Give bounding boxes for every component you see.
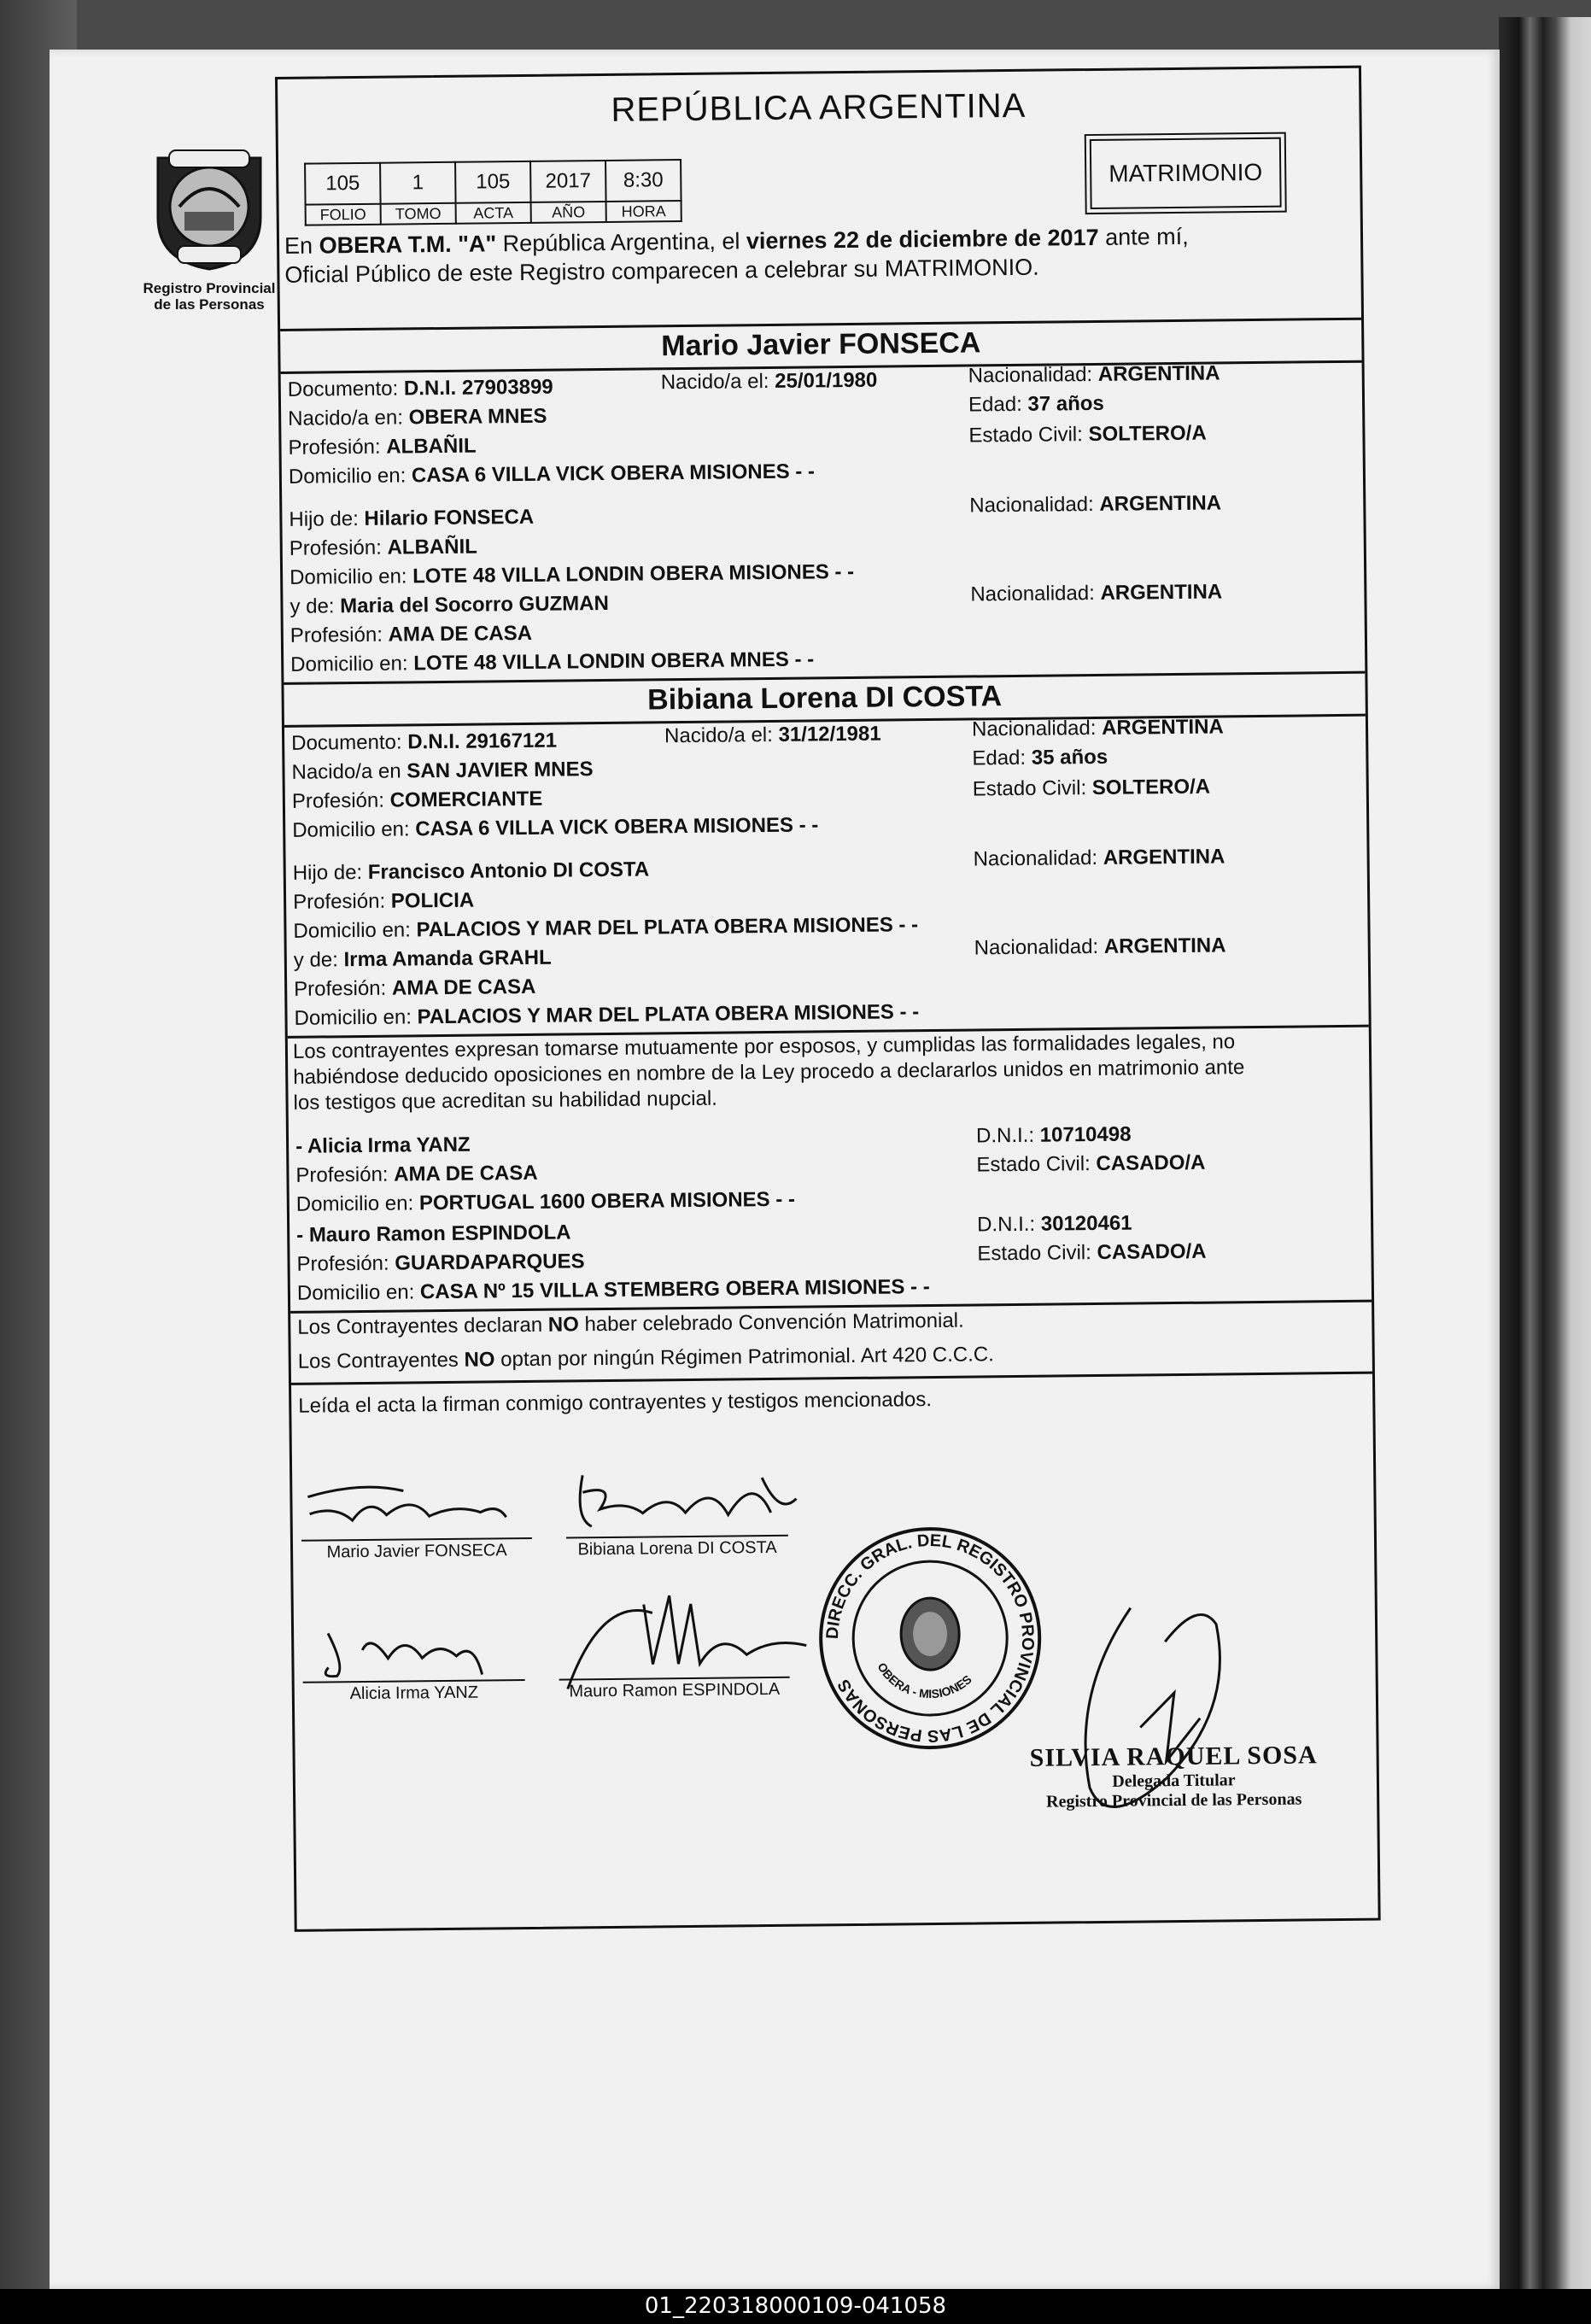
declaration-paragraph — [293, 1028, 1365, 1116]
stamp-inner-text: OBERA - MISIONES — [874, 1660, 974, 1701]
groom-mother-nationality: Nacionalidad: ARGENTINA — [970, 580, 1223, 606]
bride-document: Documento: D.N.I. 29167121 — [291, 729, 558, 755]
bride-father-address: Domicilio en: PALACIOS Y MAR DEL PLATA OBERA MISIONES - - — [293, 913, 919, 943]
intro-mid: República Argentina, el — [496, 228, 747, 257]
bride-signature-label: Bibiana Lorena DI COSTA — [566, 1535, 788, 1560]
acta-label: ACTA — [456, 202, 531, 224]
groom-address: Domicilio en: CASA 6 VILLA VICK OBERA MISIONES - - — [288, 460, 816, 489]
groom-father-profession: Profesión: ALBAÑIL — [289, 535, 477, 560]
groom-civil-status: Estado Civil: SOLTERO/A — [968, 421, 1207, 448]
intro-end: ante mí, — [1098, 223, 1189, 250]
witness-2-address: Domicilio en: CASA Nº 15 VILLA STEMBERG OBERA MISIONES - - — [296, 1275, 930, 1305]
logo-caption-1: Registro Provincial — [143, 280, 276, 296]
groom-signature-icon — [301, 1478, 524, 1540]
bride-civil-status: Estado Civil: SOLTERO/A — [972, 775, 1211, 801]
witness-2-name: - Mauro Ramon ESPINDOLA — [296, 1221, 571, 1247]
acta-value: 105 — [455, 161, 530, 203]
groom-birth-date: Nacido/a el: 25/01/1980 — [660, 368, 878, 395]
groom-mother: y de: Maria del Socorro GUZMAN — [290, 591, 610, 618]
hour-value: 8:30 — [605, 160, 681, 202]
tomo-value: 1 — [380, 162, 455, 204]
official-name: SILVIA RAQUEL SOSA — [1029, 1741, 1318, 1772]
witness-2-profession: Profesión: GUARDAPARQUES — [296, 1250, 585, 1276]
bride-mother: y de: Irma Amanda GRAHL — [293, 945, 552, 972]
stamp-ring-text: DIRECC. GRAL. DEL REGISTRO PROVINCIAL DE LAS PERSONAS — [822, 1531, 1038, 1746]
country-title: REPÚBLICA ARGENTINA — [611, 86, 1027, 129]
official-block — [1029, 1741, 1318, 1812]
groom-mother-address: Domicilio en: LOTE 48 VILLA LONDIN OBERA MNES - - — [290, 647, 815, 676]
groom-birth-place: Nacido/a en: OBERA MNES — [288, 404, 547, 430]
image-filename: 01_220318000109-041058 — [0, 2289, 1591, 2324]
witness-1-dni: D.N.I.: 10710498 — [975, 1122, 1132, 1148]
witness-2-civil-status: Estado Civil: CASADO/A — [977, 1239, 1207, 1266]
witness-1-name: - Alicia Irma YANZ — [295, 1133, 471, 1158]
intro-paragraph — [284, 220, 1356, 290]
groom-profession: Profesión: ALBAÑIL — [288, 434, 477, 460]
folio-value: 105 — [305, 163, 380, 205]
bride-mother-nationality: Nacionalidad: ARGENTINA — [974, 934, 1226, 960]
witness-1-signature-icon — [311, 1614, 500, 1684]
groom-father: Hijo de: Hilario FONSECA — [289, 505, 535, 531]
regime-statement: Los Contrayentes NO optan por ningún Régimen Patrimonial. Art 420 C.C.C. — [297, 1343, 994, 1373]
year-label: AÑO — [531, 202, 606, 223]
bride-address: Domicilio en: CASA 6 VILLA VICK OBERA MISIONES - - — [292, 813, 819, 842]
bride-father-nationality: Nacionalidad: ARGENTINA — [973, 845, 1225, 871]
province-seal-icon — [145, 145, 273, 273]
bride-signature-icon — [565, 1465, 805, 1536]
hour-label: HORA — [606, 201, 681, 222]
tomo-label: TOMO — [381, 203, 456, 225]
intro-date: viernes 22 de diciembre de 2017 — [746, 224, 1099, 255]
closing-statement: Leída el acta la firman conmigo contrayentes y testigos mencionados. — [298, 1388, 933, 1418]
groom-name-title: Mario Javier FONSECA — [661, 326, 981, 363]
bride-profession: Profesión: COMERCIANTE — [291, 787, 543, 813]
groom-mother-profession: Profesión: AMA DE CASA — [290, 621, 533, 647]
bride-father-profession: Profesión: POLICIA — [292, 888, 475, 914]
bride-father: Hijo de: Francisco Antonio DI COSTA — [292, 858, 650, 885]
witness-1-address: Domicilio en: PORTUGAL 1600 OBERA MISIONES - - — [295, 1187, 796, 1216]
convention-statement: Los Contrayentes declaran NO haber celebrado Convención Matrimonial. — [297, 1308, 964, 1339]
declaration-line-1: Los contrayentes expresan tomarse mutuamente por esposos, y cumplidas las formalidades legales, no — [292, 1030, 1236, 1063]
intro-en: En — [284, 232, 313, 259]
groom-age: Edad: 37 años — [968, 391, 1104, 417]
intro-line2: Oficial Público de este Registro comparecen a celebrar su MATRIMONIO. — [284, 254, 1039, 288]
witness-2-dni: D.N.I.: 30120461 — [976, 1211, 1132, 1237]
registry-stamp-icon — [814, 1522, 1047, 1755]
bride-birth-date: Nacido/a el: 31/12/1981 — [664, 722, 881, 748]
groom-document: Documento: D.N.I. 27903899 — [287, 375, 553, 401]
groom-father-address: Domicilio en: LOTE 48 VILLA LONDIN OBERA MISIONES - - — [289, 559, 855, 589]
official-title: Delegada Titular — [1112, 1771, 1236, 1791]
bride-age: Edad: 35 años — [972, 745, 1108, 770]
bride-name-title: Bibiana Lorena DI COSTA — [646, 680, 1003, 717]
official-office: Registro Provincial de las Personas — [1045, 1789, 1302, 1812]
bride-birth-place: Nacido/a en SAN JAVIER MNES — [291, 758, 594, 784]
logo-caption-2: de las Personas — [154, 296, 265, 313]
declaration-line-2: habiéndose deducido oposiciones en nombre de la Ley procedo a declararlos unidos en matrimonio ante — [293, 1056, 1245, 1089]
declaration-line-3: los testigos que acreditan su habilidad nupcial. — [293, 1086, 718, 1115]
witness-2-signature-label: Mauro Ramon ESPINDOLA — [559, 1677, 790, 1702]
registry-logo — [124, 145, 295, 313]
bride-mother-address: Domicilio en: PALACIOS Y MAR DEL PLATA OBERA MISIONES - - — [294, 1000, 920, 1030]
bride-nationality: Nacionalidad: ARGENTINA — [971, 715, 1224, 741]
witness-2-signature-icon — [549, 1560, 824, 1690]
groom-father-nationality: Nacionalidad: ARGENTINA — [969, 491, 1222, 518]
document-type: MATRIMONIO — [1108, 158, 1263, 187]
year-value: 2017 — [530, 161, 605, 202]
marriage-certificate — [275, 66, 1381, 1932]
bride-mother-profession: Profesión: AMA DE CASA — [294, 975, 536, 1001]
witness-1-signature-label: Alicia Irma YANZ — [303, 1679, 525, 1705]
intro-place: OBERA T.M. "A" — [319, 231, 497, 259]
folio-label: FOLIO — [306, 204, 381, 225]
groom-signature-label: Mario Javier FONSECA — [301, 1537, 532, 1563]
document-type-box — [1090, 138, 1282, 209]
divider — [291, 1372, 1372, 1385]
registry-number-table — [304, 159, 682, 226]
groom-nationality: Nacionalidad: ARGENTINA — [968, 361, 1220, 388]
book-spine — [1499, 17, 1591, 2289]
witness-1-profession: Profesión: AMA DE CASA — [295, 1161, 538, 1187]
witness-1-civil-status: Estado Civil: CASADO/A — [976, 1150, 1206, 1177]
